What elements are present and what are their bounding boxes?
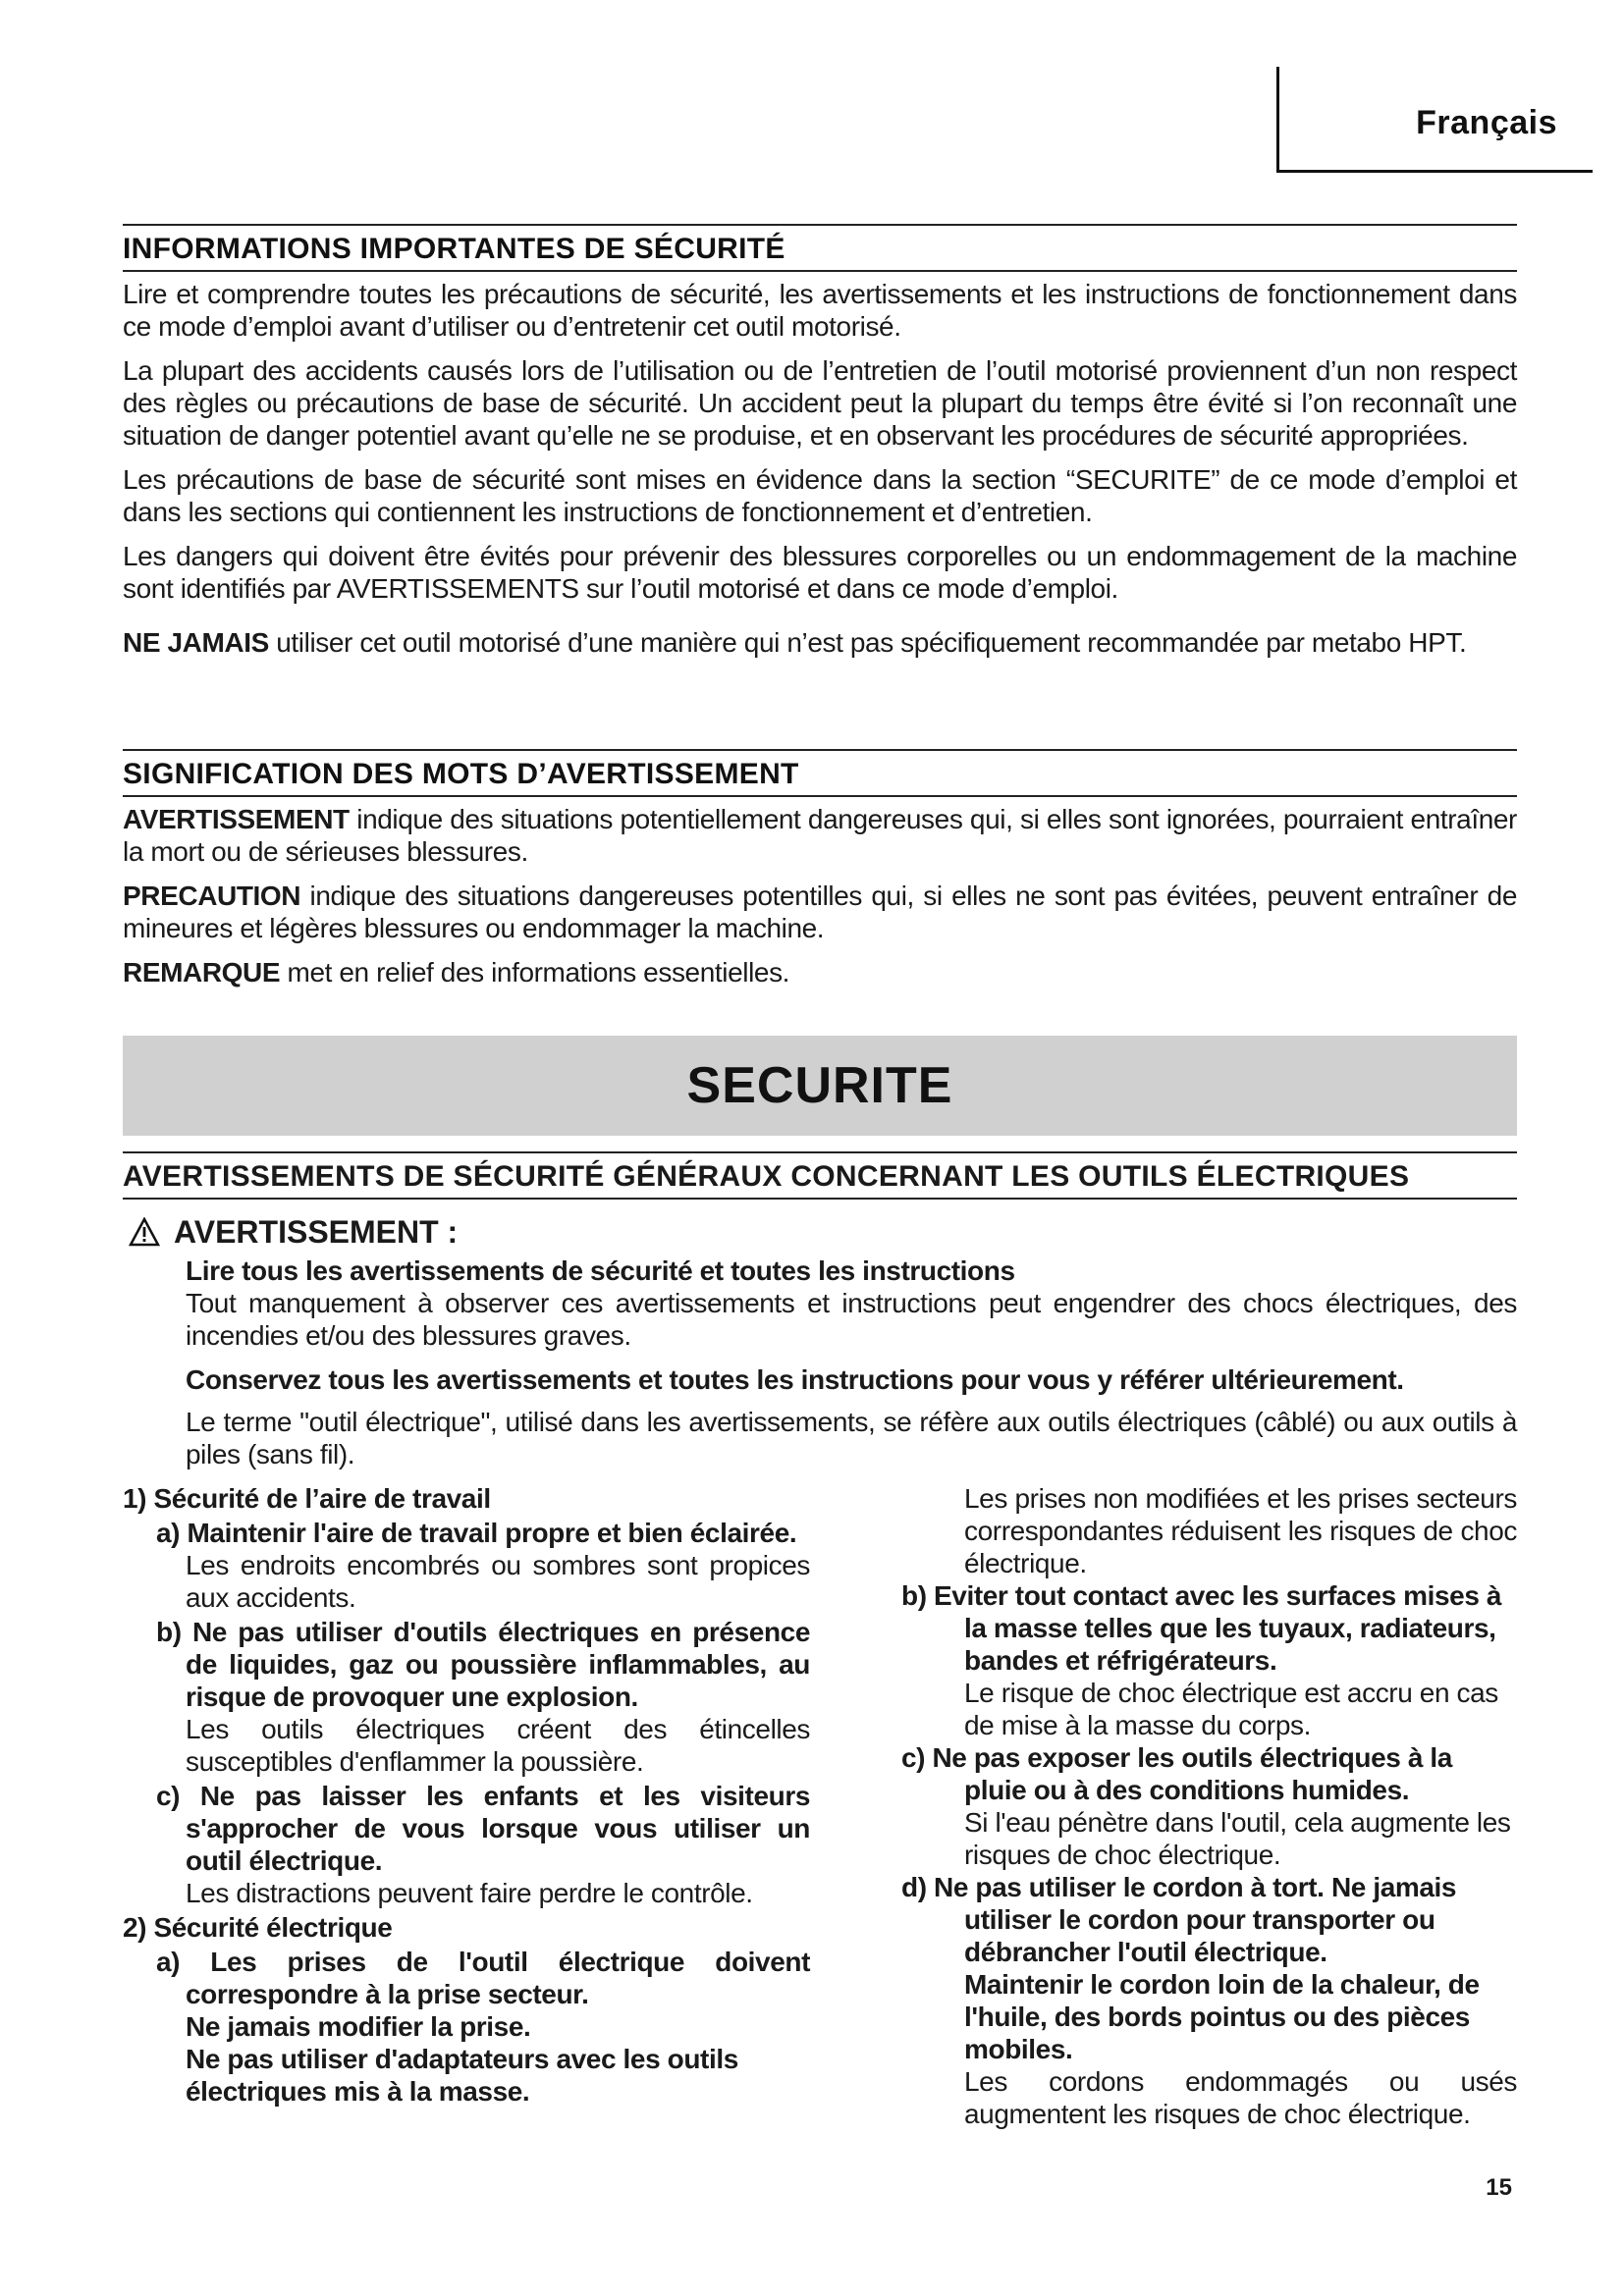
info-paragraph-4: Les dangers qui doivent être évités pour prévenir des blessures corporelles ou un endommagement de la machine sont identifiés par AVERTISSEMENTS sur l’outil motorisé et dans ce mode d’emploi.: [123, 541, 1517, 604]
item-2c-title: c) Ne pas exposer les outils électriques à la pluie ou à des conditions humides.: [901, 1742, 1452, 1805]
language-label: Français: [1416, 104, 1557, 141]
warning-title: [129, 1213, 458, 1251]
signal-warning-paragraph: [123, 803, 1517, 868]
never-text: utiliser cet outil motorisé d’une manière qui n’est pas spécifiquement recommandée par metabo HPT.: [268, 627, 1467, 658]
item-2b-desc: Le risque de choc électrique est accru en cas de mise à la masse du corps.: [964, 1678, 1498, 1740]
item-1a-desc: Les endroits encombrés ou sombres sont propices aux accidents.: [186, 1550, 810, 1613]
never-keyword: NE JAMAIS: [123, 627, 269, 658]
info-paragraph-never: [123, 626, 1517, 659]
keep-instructions: Conservez tous les avertissements et toutes les instructions pour vous y référer ultérieurement.: [186, 1364, 1404, 1395]
left-column-list: [123, 1482, 810, 2108]
warning-text: indique des situations potentiellement dangereuses qui, si elles sont ignorées, pourraient entraîner la mort ou de sérieuses blessures.: [123, 804, 1517, 867]
item-2b-title: b) Eviter tout contact avec les surfaces mises à la masse telles que les tuyaux, radiateurs, bandes et réfrigérateurs.: [901, 1580, 1502, 1676]
important-info-section: [123, 224, 1517, 670]
item-2c-desc: Si l'eau pénètre dans l'outil, cela augmente les risques de choc électrique.: [964, 1807, 1511, 1870]
warning-body: [186, 1255, 1517, 1482]
signal-caution-paragraph: [123, 880, 1517, 944]
securite-banner-title: SECURITE: [686, 1057, 953, 1114]
language-tab-rule-horizontal: [1276, 170, 1593, 173]
info-paragraph-1: Lire et comprendre toutes les précautions de sécurité, les avertissements et les instructions de fonctionnement dans ce mode d’emploi avant d’utiliser ou d’entretenir cet outil motorisé.: [123, 279, 1517, 342]
work-area-safety-heading: 1) Sécurité de l’aire de travail: [123, 1483, 491, 1514]
right-column-list: [901, 1482, 1517, 2130]
warning-label: AVERTISSEMENT :: [174, 1214, 459, 1250]
electrical-safety-heading: 2) Sécurité électrique: [123, 1912, 393, 1943]
signal-note-paragraph: [123, 956, 1517, 988]
item-2a-title-3: Ne pas utiliser d'adaptateurs avec les outils électriques mis à la masse.: [186, 2044, 738, 2107]
item-1b-desc: Les outils électriques créent des étincelles susceptibles d'enflammer la poussière.: [186, 1714, 810, 1777]
power-tool-term: Le terme "outil électrique", utilisé dans les avertissements, se réfère aux outils électriques (câblé) ou aux outils à piles (sans fil).: [186, 1407, 1517, 1469]
info-paragraph-3: Les précautions de base de sécurité sont mises en évidence dans la section “SECURITE” de ce mode d’emploi et dans les sections qui contiennent les instructions de fonctionnement et d’entretien.: [123, 464, 1517, 527]
item-1c-desc: Les distractions peuvent faire perdre le contrôle.: [186, 1878, 753, 1908]
caution-text: indique des situations dangereuses potentilles qui, si elles ne sont pas évitées, peuvent entraîner de mineures et légères blessures ou endommager la machine.: [123, 881, 1517, 943]
page-number: 15: [1486, 2174, 1512, 2201]
item-2a-title: a) Les prises de l'outil électrique doivent correspondre à la prise secteur.: [156, 1947, 810, 2009]
caution-keyword: PRECAUTION: [123, 881, 301, 911]
general-warnings-heading: AVERTISSEMENTS DE SÉCURITÉ GÉNÉRAUX CONCERNANT LES OUTILS ÉLECTRIQUES: [123, 1151, 1517, 1200]
item-2d-title: d) Ne pas utiliser le cordon à tort. Ne jamais utiliser le cordon pour transporter ou débrancher l'outil électrique.: [901, 1872, 1457, 1967]
important-info-heading: INFORMATIONS IMPORTANTES DE SÉCURITÉ: [123, 224, 1517, 272]
item-2d-title-2: Maintenir le cordon loin de la chaleur, de l'huile, des bords pointus ou des pièces mobiles.: [964, 1969, 1480, 2064]
note-keyword: REMARQUE: [123, 957, 281, 988]
item-1b-title: b) Ne pas utiliser d'outils électriques en présence de liquides, gaz ou poussière inflammables, au risque de provoquer une explosion.: [156, 1617, 810, 1712]
item-2d-desc: Les cordons endommagés ou usés augmentent les risques de choc électrique.: [964, 2066, 1517, 2129]
info-paragraph-2: La plupart des accidents causés lors de l’utilisation ou de l’entretien de l’outil motorisé proviennent d’un non respect des règles ou précautions de base de sécurité. Un accident peut la plupart du temps être évité si l’on reconnaît une situation de danger potentiel avant qu’elle ne se produise, et en observant les procédures de sécurité appropriées.: [123, 355, 1517, 451]
item-2a-title-2: Ne jamais modifier la prise.: [186, 2011, 531, 2042]
signal-words-section: [123, 749, 1517, 1000]
warning-triangle-icon: [129, 1217, 160, 1247]
warning-keyword: AVERTISSEMENT: [123, 804, 350, 834]
securite-banner: [123, 1036, 1517, 1136]
signal-words-heading: SIGNIFICATION DES MOTS D’AVERTISSEMENT: [123, 749, 1517, 797]
item-1c-title: c) Ne pas laisser les enfants et les visiteurs s'approcher de vous lorsque vous utiliser un outil électrique.: [156, 1781, 810, 1876]
note-text: met en relief des informations essentielles.: [280, 957, 790, 988]
warnings-consequence: Tout manquement à observer ces avertissements et instructions peut engendrer des chocs électriques, des incendies et/ou des blessures graves.: [186, 1288, 1517, 1351]
read-all-warnings: Lire tous les avertissements de sécurité et toutes les instructions: [186, 1255, 1015, 1286]
item-1a-title: a) Maintenir l'aire de travail propre et bien éclairée.: [156, 1518, 797, 1548]
item-2a-desc: Les prises non modifiées et les prises secteurs correspondantes réduisent les risques de choc électrique.: [964, 1483, 1517, 1578]
